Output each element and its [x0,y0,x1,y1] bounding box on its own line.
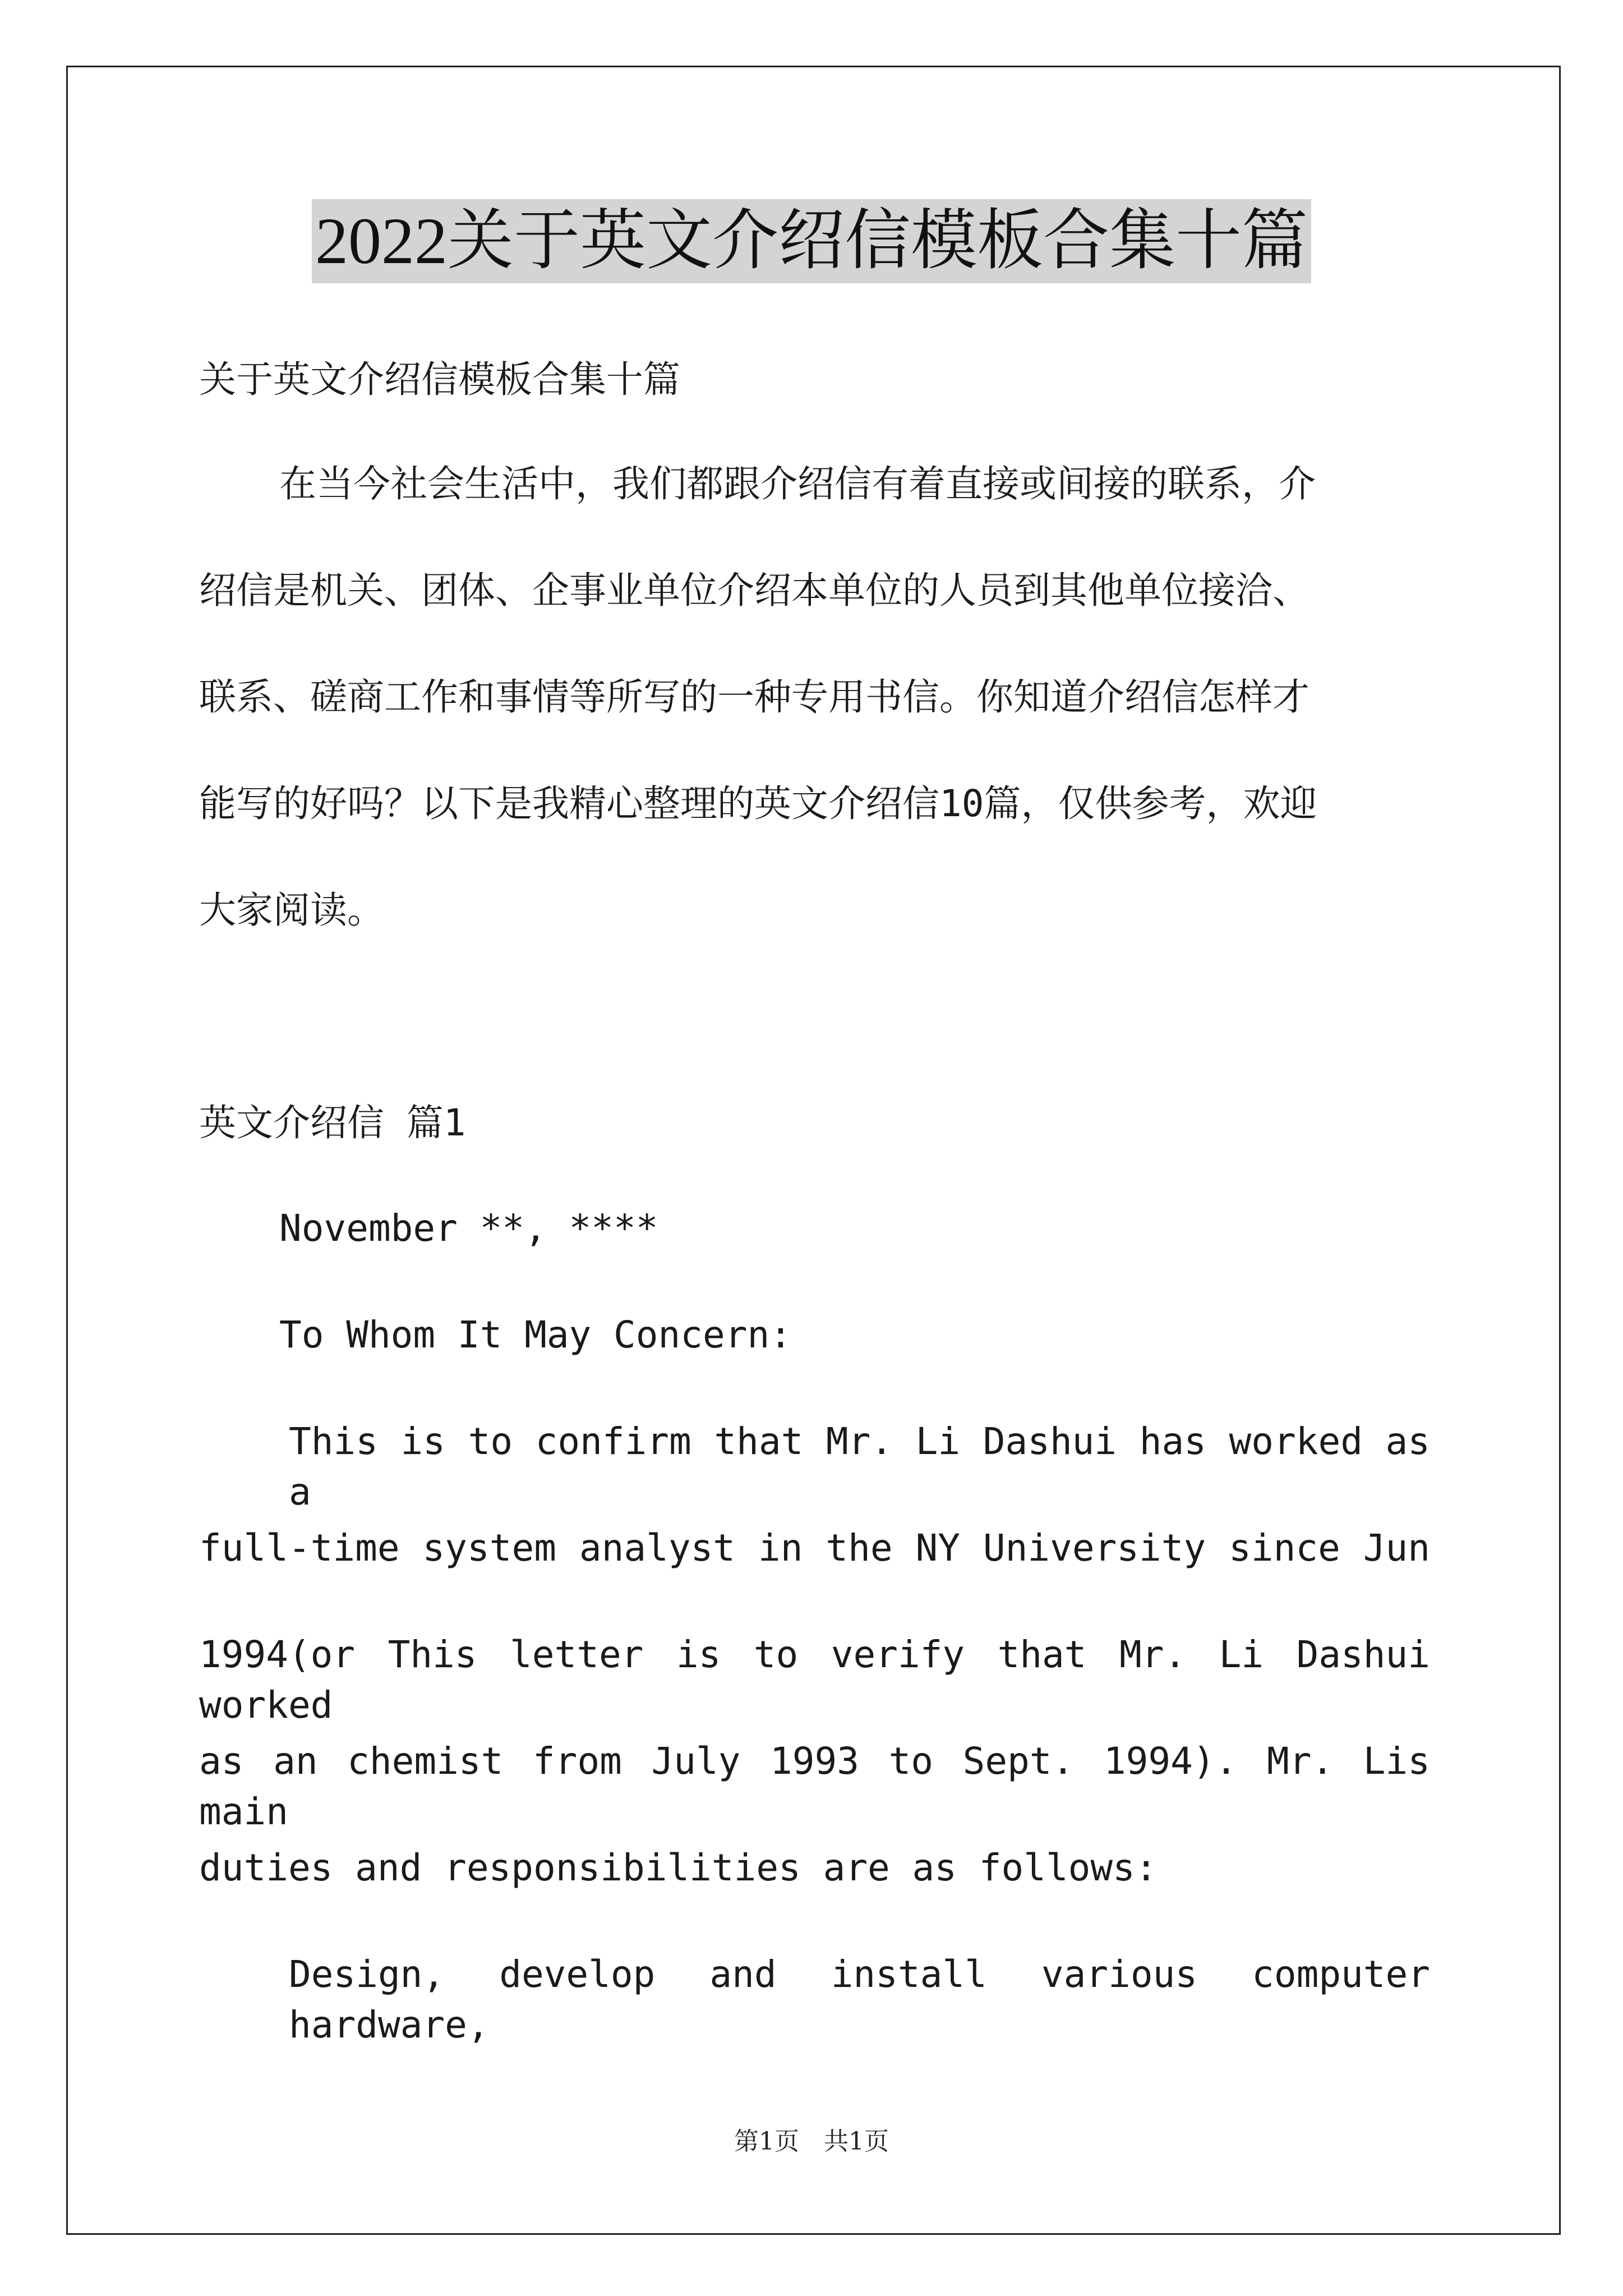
body-line-1: This is to confirm that Mr. Li Dashui has worked as a [289,1420,1430,1513]
intro-line-1: 在当今社会生活中，我们都跟介绍信有着直接或间接的联系，介 [279,462,1316,505]
duty-line: Design, develop and install various computer hardware, [289,1953,1430,2046]
body-line-5: duties and responsibilities are as follows: [199,1846,1158,1889]
letter-salutation: To Whom It May Concern: [279,1313,792,1356]
body-line-4: as an chemist from July 1993 to Sept. 1994). Mr. Lis main [199,1740,1430,1833]
document-subtitle: 关于英文介绍信模板合集十篇 [199,358,680,401]
page-footer: 第1页 共1页 [734,2127,889,2156]
letter-date: November **, **** [279,1207,658,1250]
intro-line-4: 能写的好吗？以下是我精心整理的英文介绍信10篇，仅供参考，欢迎 [199,782,1317,825]
title-container [0,199,1623,283]
body-line-2: full-time system analyst in the NY University since Jun [199,1526,1430,1570]
intro-line-5: 大家阅读。 [199,889,384,932]
document-title: 2022关于英文介绍信模板合集十篇 [312,199,1311,283]
intro-line-2: 绍信是机关、团体、企事业单位介绍本单位的人员到其他单位接洽、 [199,569,1310,612]
body-line-3: 1994(or This letter is to verify that Mr. Li Dashui worked [199,1633,1430,1727]
intro-line-3: 联系、磋商工作和事情等所写的一种专用书信。你知道介绍信怎样才 [199,675,1310,719]
section-heading: 英文介绍信 篇1 [199,1101,466,1144]
